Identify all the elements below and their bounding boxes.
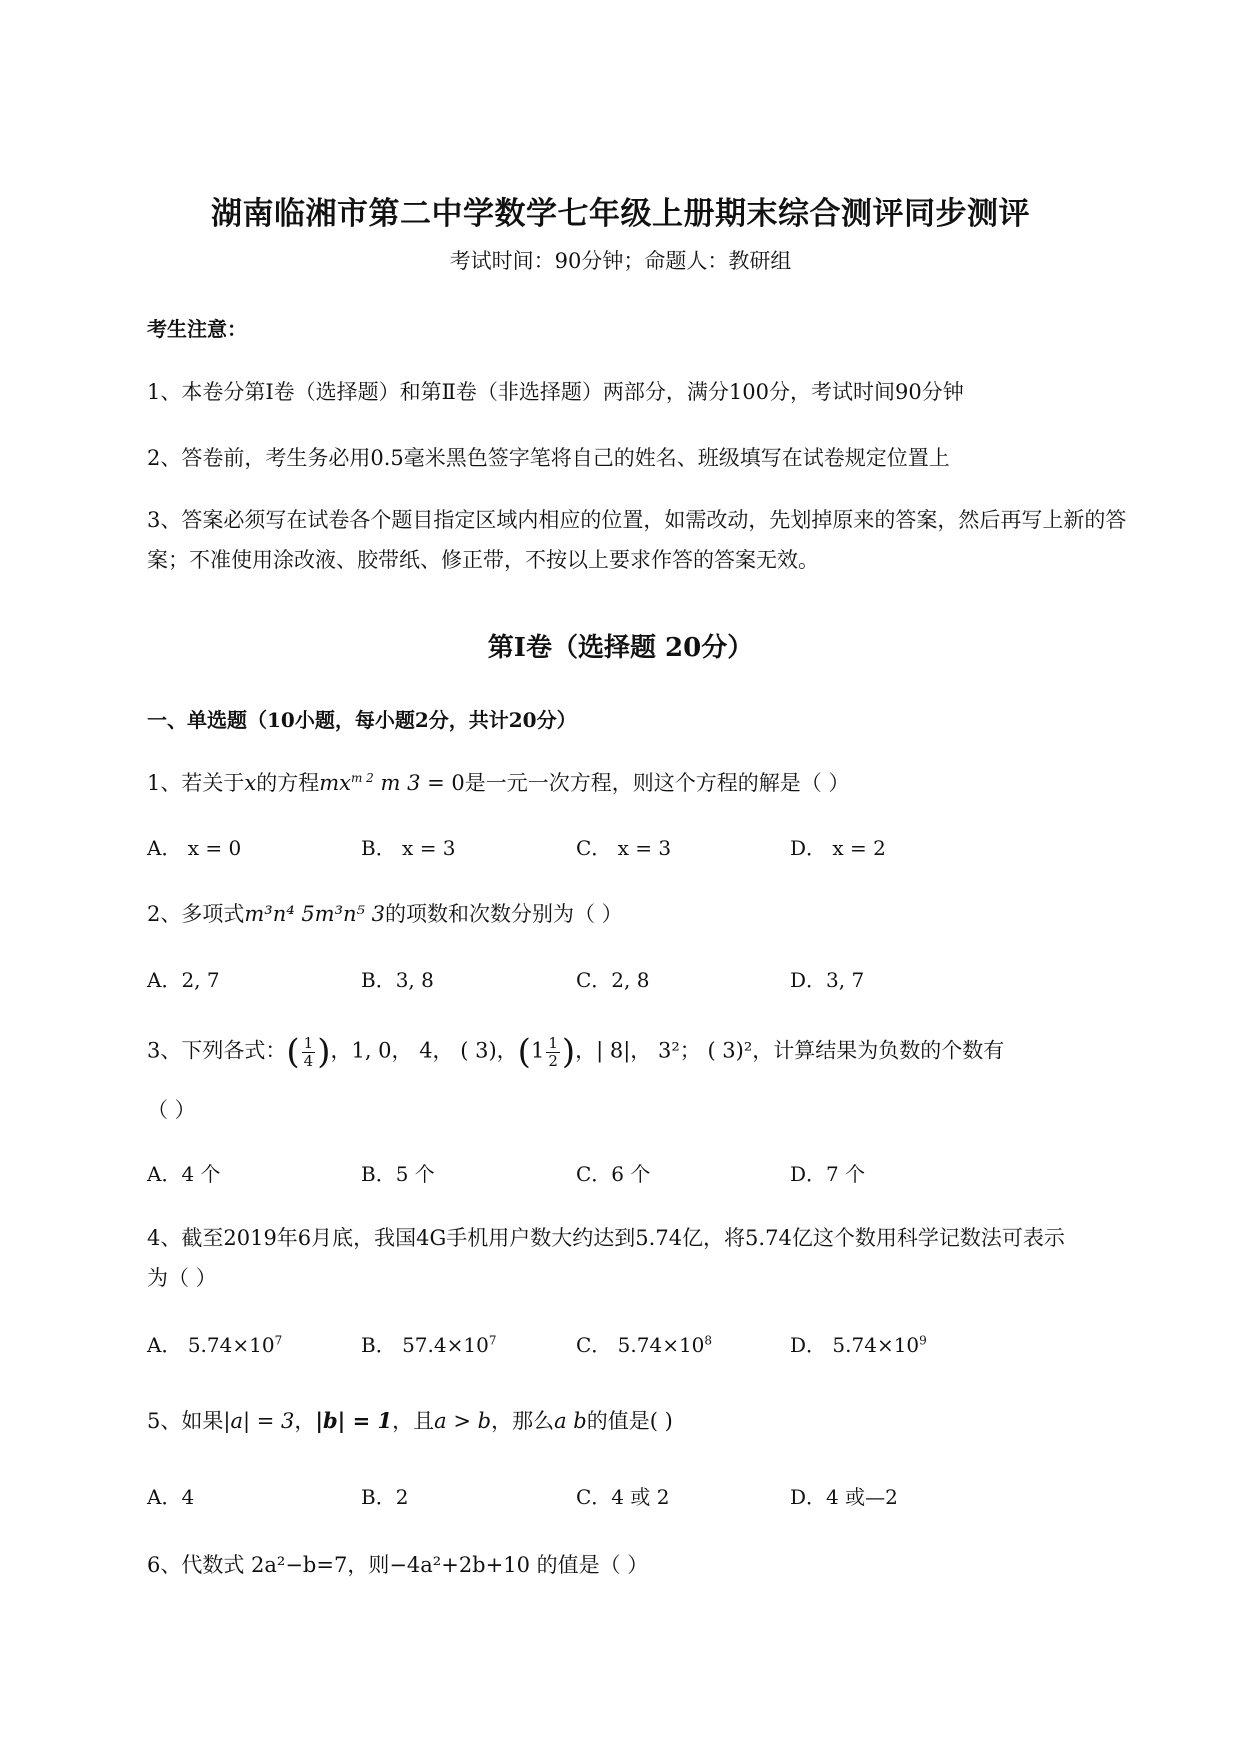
q3-fraction-2 (546, 1035, 560, 1070)
q1-option-b: B． x = 3 (361, 836, 456, 860)
q3-left-paren: ( (286, 1032, 300, 1072)
q3-line-2: （ ） (147, 1098, 196, 1122)
q4-line-2: 为（ ） (147, 1266, 217, 1290)
q2-prefix: 2、多项式 (147, 902, 245, 926)
q3-option-a: A．4 个 (147, 1162, 221, 1186)
q1-var: x (244, 771, 257, 795)
q2-expr: m³n⁴ 5m³n⁵ 3 (244, 902, 385, 926)
q4-option-d-exp: 9 (919, 1333, 927, 1348)
q5-option-b: B．2 (361, 1485, 409, 1509)
q4-option-c-label: C． (576, 1333, 612, 1357)
q3-frac2-denominator: 2 (548, 1051, 558, 1070)
q5-option-a: A．4 (147, 1485, 195, 1509)
q3-frac2-numerator: 1 (548, 1033, 558, 1052)
q4-option-b (361, 1329, 496, 1358)
q5-option-c: C．4 或 2 (576, 1485, 670, 1509)
question-1 (147, 767, 849, 797)
q2-suffix: 的项数和次数分别为（ ） (385, 902, 623, 926)
q5-expr3: a > b (434, 1409, 492, 1433)
q5-expr4: a b (554, 1409, 587, 1433)
q3-frac1-denominator: 4 (303, 1051, 314, 1070)
q5-suffix: 的值是( ) (586, 1409, 673, 1433)
q3-mid1: ，1, 0， 4， ( 3)， (330, 1038, 518, 1063)
question-3 (147, 1032, 1004, 1072)
q4-option-d (790, 1329, 927, 1358)
q4-option-c-exp: 8 (704, 1333, 713, 1348)
q1-option-a: A． x = 0 (147, 836, 242, 860)
q5-expr2: |b| = 1 (315, 1408, 393, 1433)
q5-mid2: ，那么 (491, 1409, 555, 1433)
q5-mid: ，且 (392, 1409, 435, 1433)
q3-fraction-1 (302, 1035, 316, 1070)
q2-option-c: C．2, 8 (576, 968, 650, 992)
notice-item-2: 2、答卷前，考生务必用0.5毫米黑色签字笔将自己的姓名、班级填写在试卷规定位置上 (147, 446, 950, 470)
q4-option-c (576, 1329, 712, 1358)
q4-option-d-label: D． (790, 1333, 827, 1357)
page-title: 湖南临湘市第二中学数学七年级上册期末综合测评同步测评 (211, 196, 1030, 232)
q1-mid: 的方程 (256, 771, 320, 795)
q2-option-d: D．3, 7 (790, 968, 865, 992)
q1-expr: mx (319, 771, 351, 795)
q4-option-b-label: B． (361, 1333, 396, 1357)
q1-suffix: 是一元一次方程，则这个方程的解是（ ） (464, 771, 850, 795)
q3-whole-2: 1 (530, 1038, 545, 1063)
question-2 (147, 898, 623, 928)
q4-option-a-label: A． (147, 1333, 182, 1357)
q5-expr1: |a| = 3 (223, 1409, 295, 1433)
q3-left-paren-2: ( (517, 1032, 531, 1072)
q2-option-a: A．2, 7 (147, 968, 220, 992)
section-title: 第I卷（选择题 20分） (487, 633, 754, 663)
notice-item-3: 3、答案必须写在试卷各个题目指定区域内相应的位置，如需改动，先划掉原来的答案，然后再写上新的答案；不准使用涂改液、胶带纸、修正带，不按以上要求作答的答案无效。 (147, 508, 1127, 572)
part-heading: 一、单选题（10小题，每小题2分，共计20分） (147, 708, 577, 732)
q3-prefix: 3、下列各式： (147, 1038, 287, 1063)
q3-option-b: B．5 个 (361, 1162, 435, 1186)
q3-mid2: ，| 8|， 3²； ( 3)² (575, 1038, 753, 1063)
q1-sup: m 2 (350, 771, 374, 785)
question-6: 6、代数式 2a²−b=7，则−4a²+2b+10 的值是（ ） (147, 1553, 649, 1577)
q4-option-a (147, 1329, 282, 1358)
q4-option-d-base: 5.74×10 (832, 1333, 920, 1357)
notice-item-1: 1、本卷分第I卷（选择题）和第Ⅱ卷（非选择题）两部分，满分100分，考试时间90分钟 (147, 380, 964, 404)
q5-option-d: D．4 或—2 (790, 1485, 898, 1509)
q3-right-paren-2: ) (561, 1032, 576, 1072)
q4-line-1: 4、截至2019年6月底，我国4G手机用户数大约达到5.74亿，将5.74亿这个数用科学记数法可表示 (147, 1226, 1065, 1250)
q3-suffix: ，计算结果为负数的个数有 (752, 1038, 1005, 1063)
q4-option-a-exp: 7 (274, 1333, 283, 1348)
q2-option-b: B．3, 8 (361, 968, 434, 992)
q4-option-b-exp: 7 (488, 1333, 497, 1348)
q5-sep: ， (294, 1409, 316, 1433)
q1-option-c: C． x = 3 (576, 836, 672, 860)
q1-eq: = 0 (427, 771, 465, 795)
q1-option-d: D． x = 2 (790, 836, 886, 860)
q3-frac1-numerator: 1 (303, 1033, 314, 1052)
q3-right-paren: ) (317, 1032, 331, 1072)
q3-option-c: C．6 个 (576, 1162, 651, 1186)
page-subtitle: 考试时间：90分钟；命题人：教研组 (449, 249, 792, 273)
q1-expr2: m 3 (373, 771, 428, 795)
q3-option-d: D．7 个 (790, 1162, 866, 1186)
q1-prefix: 1、若关于 (147, 771, 245, 795)
question-5 (147, 1405, 673, 1435)
q4-option-c-base: 5.74×10 (617, 1333, 705, 1357)
notice-heading: 考生注意： (147, 317, 247, 341)
q4-option-a-base: 5.74×10 (187, 1333, 275, 1357)
q4-option-b-base: 57.4×10 (402, 1333, 489, 1357)
q5-prefix: 5、如果 (147, 1409, 224, 1433)
